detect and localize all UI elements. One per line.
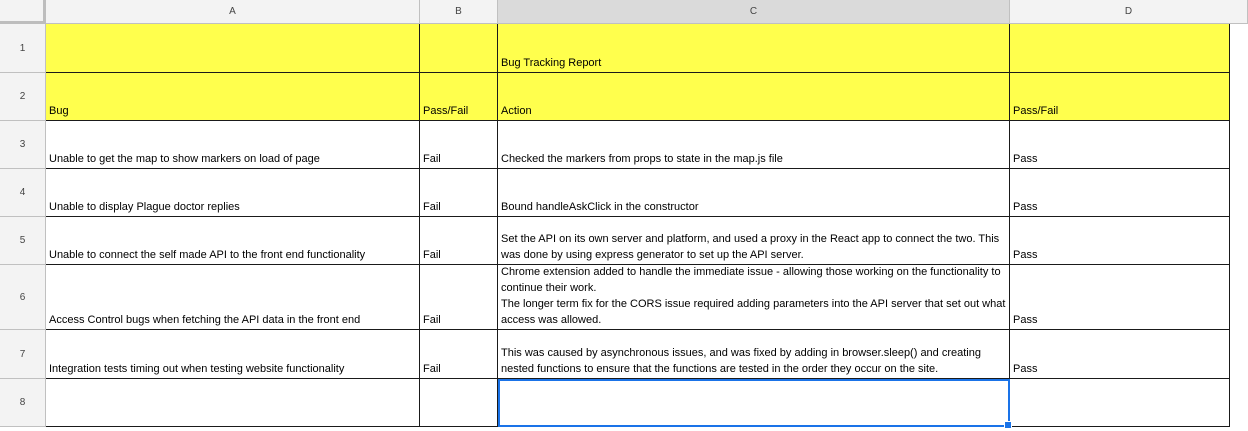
cell-d6[interactable]: Pass xyxy=(1010,265,1230,330)
cell-d7[interactable]: Pass xyxy=(1010,330,1230,379)
cell-b1[interactable] xyxy=(420,24,498,73)
cell-c3[interactable]: Checked the markers from props to state in the map.js file xyxy=(498,121,1010,169)
fill-handle[interactable] xyxy=(1004,421,1012,429)
cell-d3[interactable]: Pass xyxy=(1010,121,1230,169)
cell-c7[interactable]: This was caused by asynchronous issues, and was fixed by adding in browser.sleep() and creating nested functions to ensure that the functions are tested in the order they occur on the site. xyxy=(498,330,1010,379)
cell-b3[interactable]: Fail xyxy=(420,121,498,169)
row-header-5[interactable]: 5 xyxy=(0,217,46,265)
row-header-8[interactable]: 8 xyxy=(0,379,46,427)
cell-c6[interactable]: Chrome extension added to handle the immediate issue - allowing those working on the functionality to continue their work. The longer term fix for the CORS issue required adding parameters into the API server that set out what access was allowed. xyxy=(498,265,1010,330)
active-cell-selection[interactable] xyxy=(498,379,1010,427)
column-header-c[interactable]: C xyxy=(498,0,1010,24)
cell-d5[interactable]: Pass xyxy=(1010,217,1230,265)
cell-a3[interactable]: Unable to get the map to show markers on load of page xyxy=(46,121,420,169)
row-header-4[interactable]: 4 xyxy=(0,169,46,217)
cell-c4[interactable]: Bound handleAskClick in the constructor xyxy=(498,169,1010,217)
select-all-corner[interactable] xyxy=(0,0,46,24)
row-header-3[interactable]: 3 xyxy=(0,121,46,169)
cell-a4[interactable]: Unable to display Plague doctor replies xyxy=(46,169,420,217)
cell-d2-header[interactable]: Pass/Fail xyxy=(1010,73,1230,121)
cell-d4[interactable]: Pass xyxy=(1010,169,1230,217)
row-header-6[interactable]: 6 xyxy=(0,265,46,330)
cell-a2-header[interactable]: Bug xyxy=(46,73,420,121)
cell-b8[interactable] xyxy=(420,379,498,427)
cell-c5[interactable]: Set the API on its own server and platform, and used a proxy in the React app to connect the two. This was done by using express generator to set up the API server. xyxy=(498,217,1010,265)
cell-d1[interactable] xyxy=(1010,24,1230,73)
row-header-7[interactable]: 7 xyxy=(0,330,46,379)
cell-c2-header[interactable]: Action xyxy=(498,73,1010,121)
cell-b5[interactable]: Fail xyxy=(420,217,498,265)
cell-d8[interactable] xyxy=(1010,379,1230,427)
cell-b7[interactable]: Fail xyxy=(420,330,498,379)
row-header-1[interactable]: 1 xyxy=(0,24,46,73)
cell-a6[interactable]: Access Control bugs when fetching the API data in the front end xyxy=(46,265,420,330)
cell-b2-header[interactable]: Pass/Fail xyxy=(420,73,498,121)
column-header-a[interactable]: A xyxy=(46,0,420,24)
row-header-2[interactable]: 2 xyxy=(0,73,46,121)
cell-a7[interactable]: Integration tests timing out when testing website functionality xyxy=(46,330,420,379)
column-header-b[interactable]: B xyxy=(420,0,498,24)
column-header-d[interactable]: D xyxy=(1010,0,1248,24)
cell-b6[interactable]: Fail xyxy=(420,265,498,330)
cell-b4[interactable]: Fail xyxy=(420,169,498,217)
cell-a8[interactable] xyxy=(46,379,420,427)
cell-a1[interactable] xyxy=(46,24,420,73)
cell-a5[interactable]: Unable to connect the self made API to the front end functionality xyxy=(46,217,420,265)
cell-c1-title[interactable]: Bug Tracking Report xyxy=(498,24,1010,73)
